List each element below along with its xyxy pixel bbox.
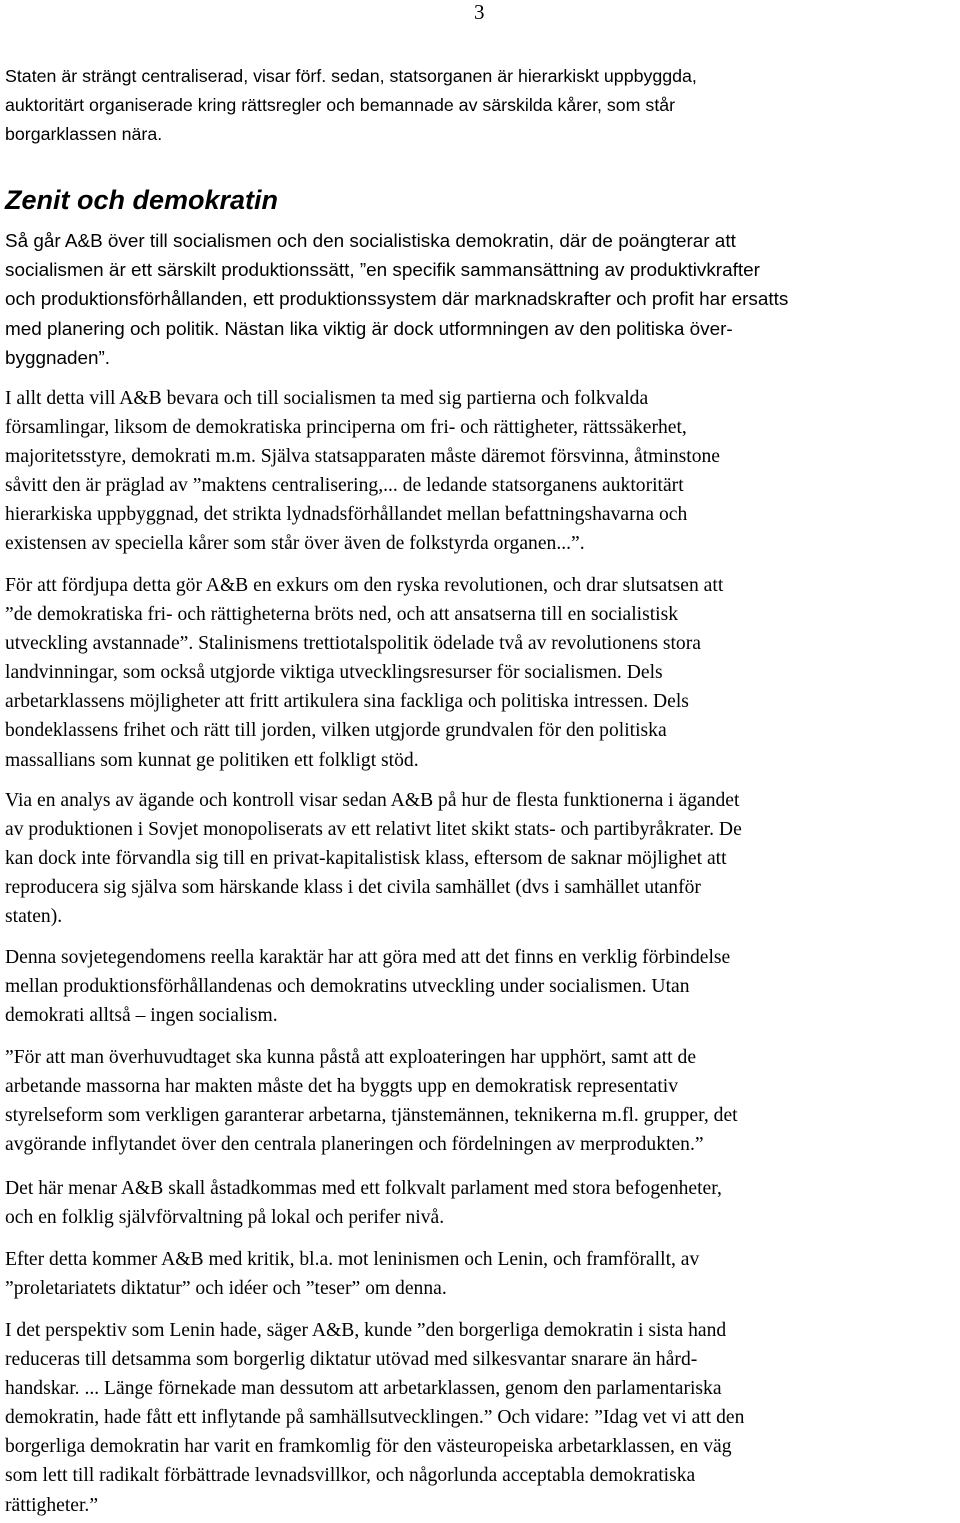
- paragraph-russian-revolution: För att fördjupa detta gör A&B en exkurs om den ryska revolutionen, och drar slutsatsen att ”de demokratiska fri- och rättigheterna bröts ned, och att ansatserna till en socialistisk utveckling avstannade”. Stalinismens trettiotalspolitik ödelade två av revolutionens stora landvinningar, som också utgjorde viktiga utvecklingsresurser för socialismen. Dels arbetarklassens möjligheter att fritt artikulera sina fackliga och politiska intressen. Dels bondeklassens frihet och rätt till jorden, vilken utgjorde grundvalen för den politiska massallians som kunnat ge politiken ett folkligt stöd.: [5, 575, 724, 771]
- page-number: 3: [474, 0, 485, 24]
- paragraph-preserve-institutions: I allt detta vill A&B bevara och till socialismen ta med sig partierna och folkvalda församlingar, liksom de demokratiska principerna om fri- och rättigheter, rättssäkerhet, majoritetsstyre, demokrati m.m. Själva statsapparaten måste däremot försvinna, åtminstone såvitt den är präglad av ”maktens centralisering,... de ledande statsorganens auktoritärt hierarkiska uppbyggnad, det strikta lydnadsförhållandet mellan befattningshavarna och existensen av speciella kårer som står över även de folkstyrda organen...”.: [5, 388, 720, 555]
- paragraph-lenin-perspective: I det perspektiv som Lenin hade, säger A&B, kunde ”den borgerliga demokratin i sista hand reduceras till detsamma som borgerlig diktatur utövad med silkesvantar snarare än hård- handskar. ... Länge förnekade man dessutom att arbetarklassen, genom den parlamentariska demokratin, hade fått ett inflytande på samhällsutvecklingen.” Och vidare: ”Idag vet vi att den borgerliga demokratin har varit en framkomlig för den västeuropeiska arbetarklassen, en väg som lett till radikalt förbättrade levnadsvillkor, och någorlunda acceptabla demokratiska rättigheter.”: [5, 1320, 745, 1516]
- paragraph-parliament: Det här menar A&B skall åstadkommas med ett folkvalt parlament med stora befogenheter, och en folklig självförvaltning på lokal och perifer nivå.: [5, 1178, 722, 1229]
- intro-paragraph: Staten är strängt centraliserad, visar förf. sedan, statsorganen är hierarkiskt uppbyggda, auktoritärt organiserade kring rättsregler och bemannade av särskilda kårer, som står borgarklassen nära.: [5, 66, 697, 145]
- paragraph-socialist-democracy: Så går A&B över till socialismen och den socialistiska demokratin, där de poängterar att socialismen är ett särskilt produktionssätt, ”en specifik sammansättning av produktivkrafter och produktionsförhållanden, ett produktionssystem där marknadskrafter och profit har ersatts med planering och politik. Nästan lika viktig är dock utformningen av den politiska över- byggnaden”.: [5, 231, 789, 369]
- paragraph-soviet-property: Denna sovjetegendomens reella karaktär har att göra med att det finns en verklig förbindelse mellan produktionsförhållandenas och demokratins utveckling under socialismen. Utan demokrati alltså – ingen socialism.: [5, 947, 731, 1027]
- section-heading: Zenit och demokratin: [5, 185, 279, 215]
- paragraph-critique-leninism: Efter detta kommer A&B med kritik, bl.a. mot leninismen och Lenin, och framförallt, av ”proletariatets diktatur” och idéer och ”teser” om denna.: [5, 1249, 700, 1300]
- paragraph-quote-exploitation: ”För att man överhuvudtaget ska kunna påstå att exploateringen har upphört, samt att de arbetande massorna har makten måste det ha byggts upp en demokratisk representativ styrelseform som verkligen garanterar arbetarna, tjänstemännen, teknikerna m.fl. grupper, det avgörande inflytandet över den centrala planeringen och fördelningen av merprodukten.”: [5, 1047, 738, 1156]
- paragraph-ownership-analysis: Via en analys av ägande och kontroll visar sedan A&B på hur de flesta funktionerna i ägandet av produktionen i Sovjet monopoliserats av ett relativt litet skikt stats- och partibyråkrater. De kan dock inte förvandla sig till en privat-kapitalistisk klass, eftersom de saknar möjlighet att reproducera sig själva som härskande klass i det civila samhället (dvs i samhället utanför staten).: [5, 790, 742, 928]
